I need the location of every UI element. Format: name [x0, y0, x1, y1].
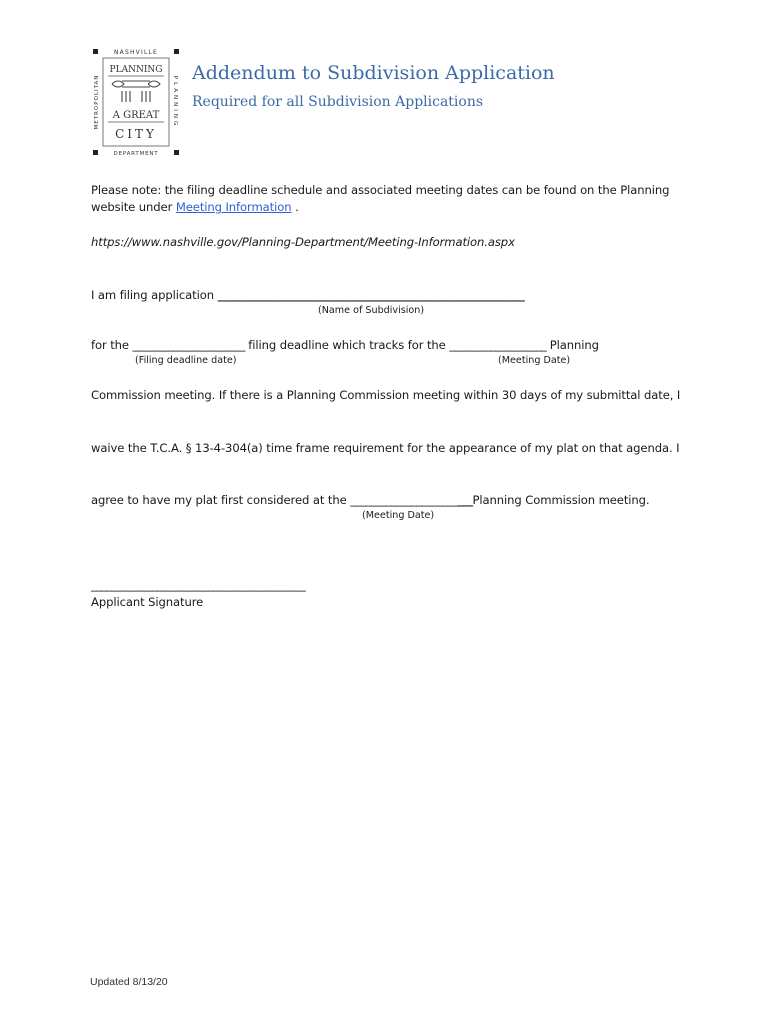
meeting-date-hint-2: (Meeting Date): [362, 510, 435, 521]
page-title: Addendum to Subdivision Application: [192, 62, 555, 84]
meeting-date-field-2[interactable]: _____________________: [350, 493, 458, 507]
note-prefix: website under: [91, 200, 176, 214]
subdivision-name-hint: (Name of Subdivision): [318, 305, 425, 316]
signature-label: Applicant Signature: [91, 595, 204, 609]
logo-left-text: METROPOLITAN: [94, 74, 100, 130]
meeting-url: https://www.nashville.gov/Planning-Department/Meeting-Information.aspx: [91, 235, 515, 249]
logo-city-text: CITY: [115, 127, 157, 141]
meeting-date-field-1[interactable]: ___________________: [449, 338, 547, 352]
paragraph-line-2: waive the T.C.A. § 13-4-304(a) time frame requirement for the appearance of my plat on that agenda. I: [91, 441, 680, 455]
note-line-1: Please note: the filing deadline schedule and associated meeting dates can be found on the Planning: [91, 183, 670, 197]
logo-planning-text: PLANNING: [109, 65, 163, 75]
logo-top-text: NASHVILLE: [113, 49, 159, 56]
subdivision-name-field[interactable]: ___________________________________________________________: [217, 288, 525, 302]
paragraph-line-1: Commission meeting. If there is a Planning Commission meeting within 30 days of my submittal date, I: [91, 388, 681, 402]
filing-line: [91, 288, 524, 302]
filing-label: I am filing application: [91, 288, 218, 302]
updated-date: Updated 8/13/20: [90, 976, 168, 988]
nashville-planning-logo: [92, 48, 180, 156]
logo-right-text: PLANNING: [172, 75, 178, 129]
deadline-line: [91, 338, 599, 352]
meeting-date-hint-1: (Meeting Date): [498, 355, 571, 366]
agree-text: agree to have my plat first considered at the: [91, 493, 351, 507]
signature-field[interactable]: __________________________________________: [91, 578, 306, 592]
note-suffix: .: [291, 200, 299, 214]
for-the-text: for the: [91, 338, 133, 352]
paragraph-line-3: [91, 493, 650, 507]
meeting-date-field-2-bold[interactable]: ___: [457, 493, 473, 507]
filing-deadline-field[interactable]: ______________________: [132, 338, 245, 352]
note-line-2: [91, 200, 299, 214]
planning-commission-text: Planning Commission meeting.: [472, 493, 650, 507]
meeting-information-link[interactable]: Meeting Information: [175, 200, 292, 214]
deadline-text: filing deadline which tracks for the: [244, 338, 450, 352]
logo-bottom-text: DEPARTMENT: [113, 151, 159, 156]
logo-a-great-text: A GREAT: [112, 110, 160, 121]
page-subtitle: Required for all Subdivision Applications: [192, 94, 484, 110]
filing-deadline-hint: (Filing deadline date): [135, 355, 237, 366]
planning-text: Planning: [546, 338, 599, 352]
